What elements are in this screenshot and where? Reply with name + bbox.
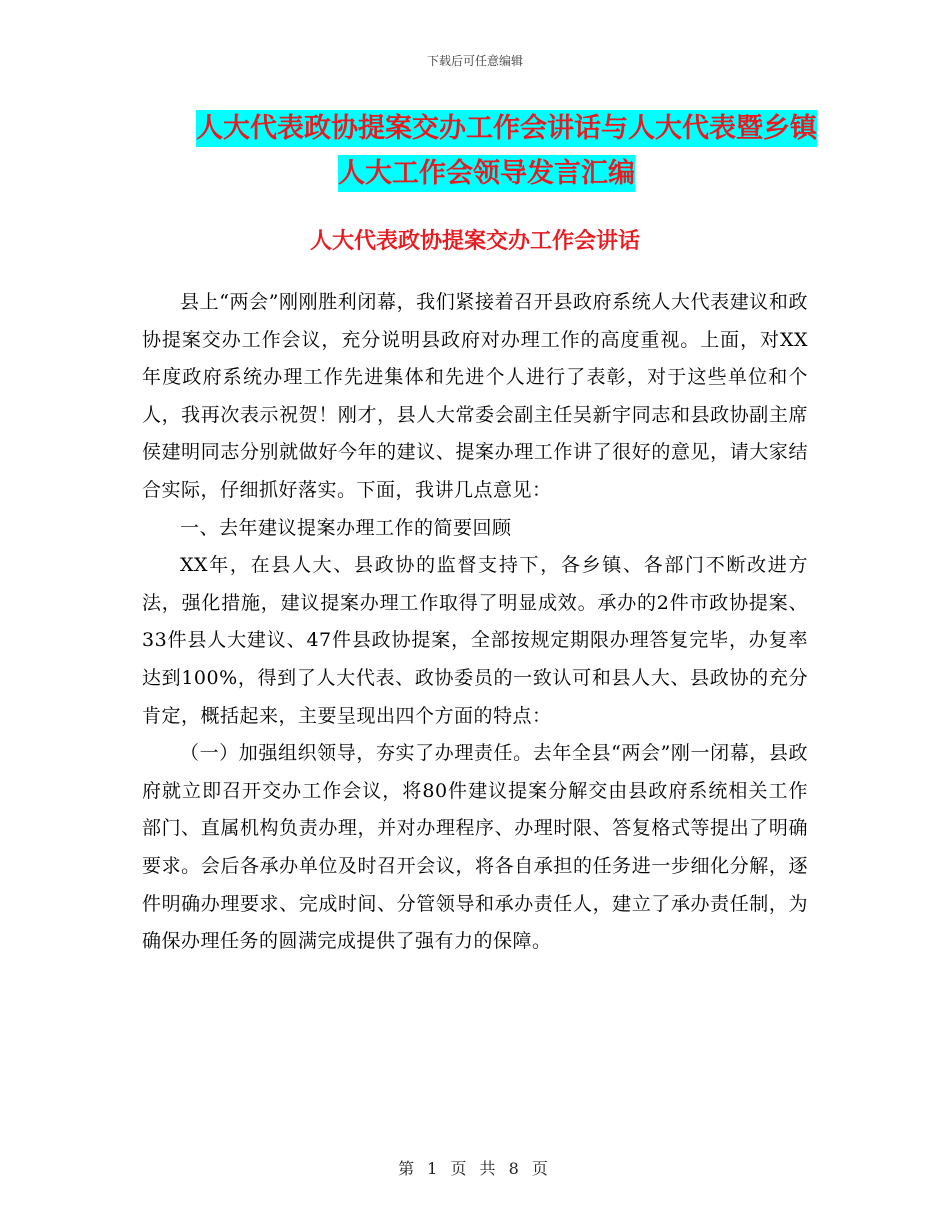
document-title-line-2 — [0, 157, 950, 191]
page-footer: 第 1 页 共 8 页 — [398, 1159, 552, 1178]
paragraph: XX年，在县人大、县政协的监督支持下，各乡镇、各部门不断改进方法，强化措施，建议提案办理工作取得了明显成效。承办的2件市政协提案、33件县人大建议、47件县政协提案，全部按规定期限办理答复完毕，办复率达到100%，得到了人大代表、政协委员的一致认可和县人大、县政协的充分肯定，概括起来，主要呈现出四个方面的特点： — [142, 554, 808, 727]
paragraph: （一）加强组织领导，夯实了办理责任。去年全县“两会”刚一闭幕，县政府就立即召开交办工作会议，将80件建议提案分解交由县政府系统相关工作部门、直属机构负责办理，并对办理程序、办理时限、答复格式等提出了明确要求。会后各承办单位及时召开会议，将各自承担的任务进一步细化分解，逐件明确办理要求、完成时间、分管领导和承办责任人，建立了承办责任制，为确保办理任务的圆满完成提供了强有力的保障。 — [142, 742, 808, 953]
page-header-note: 下载后可任意编辑 — [426, 54, 523, 68]
document-title-text-2: 人大工作会领导发言汇编 — [338, 155, 635, 192]
paragraph: 一、去年建议提案办理工作的简要回顾 — [180, 516, 512, 539]
paragraph: 县上“两会”刚刚胜利闭幕，我们紧接着召开县政府系统人大代表建议和政协提案交办工作会议，充分说明县政府对办理工作的高度重视。上面，对XX年度政府系统办理工作先进集体和先进个人进行了表彰，对于这些单位和个人，我再次表示祝贺！刚才，县人大常委会副主任吴新宇同志和县政协副主席侯建明同志分别就做好今年的建议、提案办理工作讲了很好的意见，请大家结合实际，仔细抓好落实。下面，我讲几点意见： — [142, 291, 808, 501]
document-body — [142, 284, 808, 961]
document-title-text-1: 人大代表政协提案交办工作会讲话与人大代表暨乡镇 — [196, 110, 817, 147]
document-title-line-1 — [0, 112, 950, 146]
section-title: 人大代表政协提案交办工作会讲话 — [309, 229, 640, 254]
